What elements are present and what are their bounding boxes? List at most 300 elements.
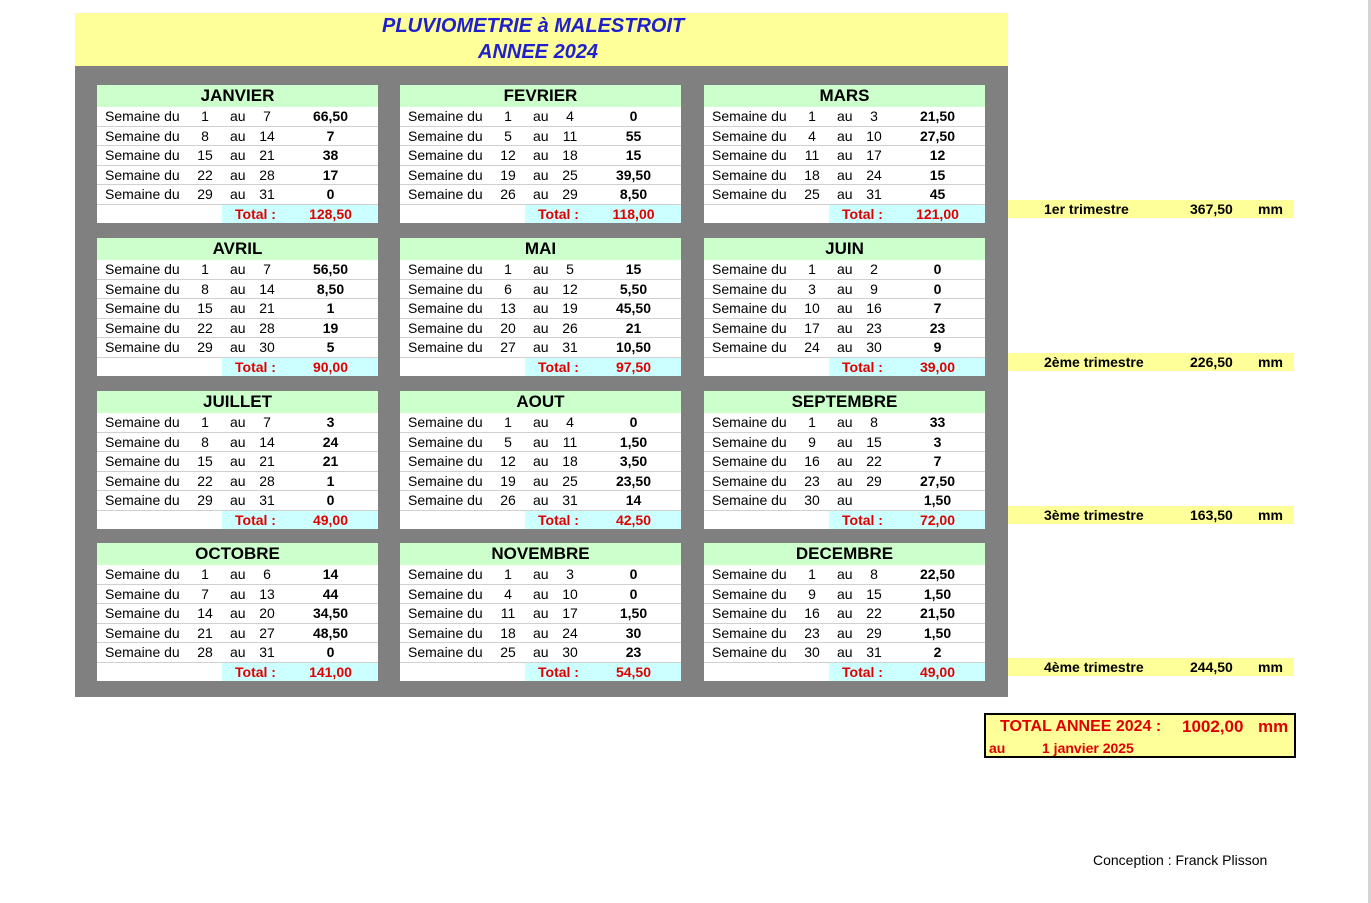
week-label: Semaine du xyxy=(712,433,787,450)
week-rainfall: 19 xyxy=(322,319,339,336)
week-end-day: 22 xyxy=(866,605,882,621)
month-block-septembre xyxy=(704,391,985,529)
week-label: Semaine du xyxy=(712,605,787,621)
week-au-label: au xyxy=(837,472,853,489)
week-rainfall: 23 xyxy=(929,319,946,336)
week-rainfall: 1,50 xyxy=(923,585,952,602)
week-au-label: au xyxy=(533,605,549,621)
week-row xyxy=(704,260,985,280)
week-rainfall: 15 xyxy=(625,261,642,277)
week-start-day: 1 xyxy=(808,414,816,430)
week-au-label: au xyxy=(837,585,853,602)
week-row xyxy=(400,491,681,511)
week-label: Semaine du xyxy=(408,453,483,469)
week-label: Semaine du xyxy=(408,319,483,336)
quarter-summary-1 xyxy=(1008,200,1294,218)
week-au-label: au xyxy=(837,186,853,202)
total-label: Total : xyxy=(842,663,883,680)
quarter-unit: mm xyxy=(1258,201,1283,217)
week-au-label: au xyxy=(230,319,246,336)
week-au-label: au xyxy=(230,186,246,202)
week-au-label: au xyxy=(230,300,246,316)
quarter-label: 4ème trimestre xyxy=(1044,659,1144,675)
week-label: Semaine du xyxy=(105,280,180,297)
total-label: Total : xyxy=(842,358,883,375)
month-name: JUILLET xyxy=(97,391,378,413)
week-au-label: au xyxy=(230,339,246,355)
week-end-day: 24 xyxy=(562,624,578,641)
quarter-value: 367,50 xyxy=(1190,201,1233,217)
week-end-day: 5 xyxy=(566,261,574,277)
week-rainfall: 23 xyxy=(625,644,642,660)
week-end-day: 30 xyxy=(259,339,275,355)
week-end-day: 20 xyxy=(259,605,275,621)
week-start-day: 27 xyxy=(500,339,516,355)
grand-total-unit: mm xyxy=(1258,717,1289,736)
credit-text: Conception : Franck Plisson xyxy=(1093,852,1268,868)
week-rainfall: 1,50 xyxy=(923,492,952,508)
week-label: Semaine du xyxy=(408,108,483,124)
week-start-day: 22 xyxy=(197,319,213,336)
week-start-day: 30 xyxy=(804,644,820,660)
week-start-day: 15 xyxy=(197,453,213,469)
week-row xyxy=(400,565,681,585)
total-label: Total : xyxy=(235,205,276,222)
week-au-label: au xyxy=(533,280,549,297)
week-rainfall: 1,50 xyxy=(619,433,648,450)
week-start-day: 22 xyxy=(197,166,213,183)
week-end-day: 31 xyxy=(259,186,275,202)
week-au-label: au xyxy=(230,261,246,277)
week-label: Semaine du xyxy=(105,108,180,124)
week-start-day: 29 xyxy=(197,492,213,508)
week-au-label: au xyxy=(230,127,246,144)
week-row xyxy=(704,299,985,319)
week-label: Semaine du xyxy=(408,166,483,183)
week-rainfall: 0 xyxy=(629,585,638,602)
week-au-label: au xyxy=(837,492,853,508)
week-end-day: 2 xyxy=(870,261,878,277)
week-end-day: 12 xyxy=(562,280,578,297)
week-au-label: au xyxy=(533,300,549,316)
week-au-label: au xyxy=(533,147,549,163)
week-start-day: 1 xyxy=(808,566,816,582)
week-rainfall: 7 xyxy=(933,300,942,316)
week-row xyxy=(704,127,985,147)
quarter-value: 163,50 xyxy=(1190,507,1233,523)
week-row xyxy=(97,280,378,300)
week-end-day: 7 xyxy=(263,414,271,430)
month-total-row xyxy=(704,358,985,376)
week-au-label: au xyxy=(837,166,853,183)
week-end-day: 31 xyxy=(562,492,578,508)
week-label: Semaine du xyxy=(105,147,180,163)
total-label: Total : xyxy=(538,358,579,375)
week-end-day: 28 xyxy=(259,319,275,336)
week-row xyxy=(400,166,681,186)
week-row xyxy=(704,185,985,205)
week-start-day: 1 xyxy=(504,261,512,277)
week-au-label: au xyxy=(837,280,853,297)
week-label: Semaine du xyxy=(105,127,180,144)
month-block-fevrier xyxy=(400,85,681,223)
month-block-janvier xyxy=(97,85,378,223)
grand-total-au: au xyxy=(989,740,1006,756)
week-start-day: 19 xyxy=(500,166,516,183)
month-block-avril xyxy=(97,238,378,376)
week-row xyxy=(97,624,378,644)
month-total-row xyxy=(97,511,378,529)
week-label: Semaine du xyxy=(105,492,180,508)
week-au-label: au xyxy=(230,605,246,621)
week-au-label: au xyxy=(533,585,549,602)
week-end-day: 17 xyxy=(866,147,882,163)
week-row xyxy=(704,166,985,186)
week-end-day: 7 xyxy=(263,261,271,277)
week-au-label: au xyxy=(533,566,549,582)
week-row xyxy=(400,585,681,605)
week-au-label: au xyxy=(230,433,246,450)
quarter-summary-2 xyxy=(1008,353,1294,371)
week-au-label: au xyxy=(533,339,549,355)
month-total-row xyxy=(400,511,681,529)
week-row xyxy=(97,146,378,166)
week-label: Semaine du xyxy=(712,147,787,163)
month-total-value: 128,50 xyxy=(309,205,352,222)
week-end-day: 15 xyxy=(866,433,882,450)
week-rainfall: 12 xyxy=(929,147,946,163)
week-start-day: 6 xyxy=(504,280,512,297)
week-rainfall: 0 xyxy=(629,414,638,430)
week-au-label: au xyxy=(837,127,853,144)
month-total-row xyxy=(704,663,985,681)
week-start-day: 1 xyxy=(504,566,512,582)
week-start-day: 4 xyxy=(808,127,816,144)
month-total-value: 141,00 xyxy=(309,663,352,680)
week-row xyxy=(400,319,681,339)
week-rainfall: 14 xyxy=(625,492,642,508)
week-au-label: au xyxy=(837,605,853,621)
total-label: Total : xyxy=(538,663,579,680)
week-rainfall: 7 xyxy=(326,127,335,144)
week-start-day: 15 xyxy=(197,300,213,316)
week-row xyxy=(97,185,378,205)
total-label: Total : xyxy=(235,663,276,680)
week-au-label: au xyxy=(230,624,246,641)
week-row xyxy=(704,643,985,663)
week-row xyxy=(97,585,378,605)
week-label: Semaine du xyxy=(105,624,180,641)
week-start-day: 21 xyxy=(197,624,213,641)
week-start-day: 8 xyxy=(201,280,209,297)
week-end-day: 22 xyxy=(866,453,882,469)
week-end-day: 18 xyxy=(562,147,578,163)
quarter-summary-4 xyxy=(1008,658,1294,676)
week-end-day: 3 xyxy=(870,108,878,124)
month-block-juin xyxy=(704,238,985,376)
week-label: Semaine du xyxy=(712,453,787,469)
week-start-day: 29 xyxy=(197,339,213,355)
week-label: Semaine du xyxy=(408,280,483,297)
week-rainfall: 21,50 xyxy=(919,605,956,621)
week-rainfall: 56,50 xyxy=(312,261,349,277)
week-end-day: 28 xyxy=(259,166,275,183)
week-row xyxy=(400,299,681,319)
week-rainfall: 0 xyxy=(629,108,638,124)
week-label: Semaine du xyxy=(105,339,180,355)
week-rainfall: 24 xyxy=(322,433,339,450)
week-label: Semaine du xyxy=(712,472,787,489)
week-label: Semaine du xyxy=(105,566,180,582)
week-row xyxy=(704,280,985,300)
week-row xyxy=(97,299,378,319)
week-au-label: au xyxy=(837,566,853,582)
month-block-juillet xyxy=(97,391,378,529)
week-rainfall: 9 xyxy=(933,339,942,355)
month-name: JANVIER xyxy=(97,85,378,107)
week-row xyxy=(97,107,378,127)
week-au-label: au xyxy=(533,453,549,469)
week-start-day: 1 xyxy=(201,261,209,277)
week-rainfall: 0 xyxy=(326,492,335,508)
week-row xyxy=(704,624,985,644)
week-rainfall: 44 xyxy=(322,585,339,602)
week-label: Semaine du xyxy=(712,339,787,355)
week-start-day: 5 xyxy=(504,433,512,450)
month-name: FEVRIER xyxy=(400,85,681,107)
month-total-value: 49,00 xyxy=(312,511,349,528)
week-row xyxy=(400,604,681,624)
week-end-day: 11 xyxy=(562,433,578,450)
month-total-value: 90,00 xyxy=(312,358,349,375)
week-end-day: 16 xyxy=(866,300,882,316)
week-row xyxy=(704,604,985,624)
month-name: AVRIL xyxy=(97,238,378,260)
week-au-label: au xyxy=(230,108,246,124)
week-end-day: 31 xyxy=(259,492,275,508)
week-row xyxy=(400,338,681,358)
week-row xyxy=(704,413,985,433)
week-end-day: 21 xyxy=(259,300,275,316)
week-start-day: 1 xyxy=(808,261,816,277)
month-total-row xyxy=(704,511,985,529)
title-banner xyxy=(75,13,1008,66)
month-block-mars xyxy=(704,85,985,223)
week-label: Semaine du xyxy=(408,492,483,508)
week-row xyxy=(704,491,985,511)
grand-total-date: 1 janvier 2025 xyxy=(1042,740,1134,756)
week-row xyxy=(97,166,378,186)
week-row xyxy=(704,452,985,472)
week-row xyxy=(97,319,378,339)
month-name: MARS xyxy=(704,85,985,107)
week-au-label: au xyxy=(533,414,549,430)
week-rainfall: 0 xyxy=(326,644,335,660)
week-row xyxy=(400,472,681,492)
quarter-unit: mm xyxy=(1258,659,1283,675)
week-rainfall: 0 xyxy=(326,186,335,202)
week-label: Semaine du xyxy=(408,644,483,660)
month-total-row xyxy=(400,663,681,681)
week-rainfall: 27,50 xyxy=(919,127,956,144)
week-end-day: 25 xyxy=(562,472,578,489)
week-label: Semaine du xyxy=(408,585,483,602)
week-rainfall: 48,50 xyxy=(312,624,349,641)
grand-total-box xyxy=(984,713,1296,758)
week-row xyxy=(400,624,681,644)
week-row xyxy=(704,107,985,127)
week-au-label: au xyxy=(837,453,853,469)
quarter-value: 226,50 xyxy=(1190,354,1233,370)
grand-total-value: 1002,00 xyxy=(1182,717,1244,736)
week-label: Semaine du xyxy=(712,261,787,277)
week-label: Semaine du xyxy=(105,186,180,202)
week-start-day: 3 xyxy=(808,280,816,297)
week-au-label: au xyxy=(533,166,549,183)
week-rainfall: 17 xyxy=(322,166,339,183)
week-rainfall: 5 xyxy=(326,339,335,355)
week-end-day: 29 xyxy=(866,472,882,489)
week-end-day: 26 xyxy=(562,319,578,336)
week-end-day: 14 xyxy=(259,433,275,450)
week-label: Semaine du xyxy=(408,433,483,450)
month-block-octobre xyxy=(97,543,378,681)
week-row xyxy=(400,280,681,300)
week-au-label: au xyxy=(533,319,549,336)
week-au-label: au xyxy=(533,127,549,144)
month-block-decembre xyxy=(704,543,985,681)
week-row xyxy=(97,127,378,147)
week-start-day: 13 xyxy=(500,300,516,316)
week-start-day: 16 xyxy=(804,605,820,621)
week-au-label: au xyxy=(230,585,246,602)
month-total-row xyxy=(97,358,378,376)
week-au-label: au xyxy=(837,108,853,124)
week-end-day: 31 xyxy=(259,644,275,660)
week-label: Semaine du xyxy=(712,492,787,508)
week-au-label: au xyxy=(533,472,549,489)
week-rainfall: 30 xyxy=(625,624,642,641)
week-rainfall: 3 xyxy=(933,433,942,450)
month-name: JUIN xyxy=(704,238,985,260)
week-row xyxy=(704,319,985,339)
week-rainfall: 21 xyxy=(625,319,642,336)
total-label: Total : xyxy=(235,358,276,375)
week-rainfall: 1,50 xyxy=(923,624,952,641)
week-start-day: 12 xyxy=(500,453,516,469)
week-label: Semaine du xyxy=(408,127,483,144)
month-total-row xyxy=(97,663,378,681)
week-start-day: 23 xyxy=(804,624,820,641)
month-block-aout xyxy=(400,391,681,529)
week-row xyxy=(704,146,985,166)
week-start-day: 7 xyxy=(201,585,209,602)
week-row xyxy=(400,127,681,147)
week-row xyxy=(704,585,985,605)
month-name: SEPTEMBRE xyxy=(704,391,985,413)
month-total-row xyxy=(704,205,985,223)
week-end-day: 15 xyxy=(866,585,882,602)
week-row xyxy=(400,146,681,166)
week-label: Semaine du xyxy=(408,186,483,202)
month-total-value: 121,00 xyxy=(916,205,959,222)
week-end-day: 29 xyxy=(562,186,578,202)
total-label: Total : xyxy=(842,511,883,528)
month-name: MAI xyxy=(400,238,681,260)
week-end-day: 13 xyxy=(259,585,275,602)
month-total-value: 54,50 xyxy=(615,663,652,680)
week-start-day: 1 xyxy=(808,108,816,124)
week-row xyxy=(97,604,378,624)
week-label: Semaine du xyxy=(408,261,483,277)
week-rainfall: 0 xyxy=(933,280,942,297)
week-start-day: 18 xyxy=(804,166,820,183)
week-row xyxy=(400,185,681,205)
week-rainfall: 3,50 xyxy=(619,453,648,469)
week-rainfall: 10,50 xyxy=(615,339,652,355)
week-au-label: au xyxy=(230,166,246,183)
total-label: Total : xyxy=(235,511,276,528)
week-end-day: 30 xyxy=(866,339,882,355)
week-label: Semaine du xyxy=(712,585,787,602)
week-label: Semaine du xyxy=(105,319,180,336)
week-au-label: au xyxy=(837,261,853,277)
week-row xyxy=(97,452,378,472)
week-end-day: 21 xyxy=(259,147,275,163)
week-label: Semaine du xyxy=(105,166,180,183)
month-total-value: 42,50 xyxy=(615,511,652,528)
week-start-day: 30 xyxy=(804,492,820,508)
week-rainfall: 23,50 xyxy=(615,472,652,489)
month-name: DECEMBRE xyxy=(704,543,985,565)
week-start-day: 19 xyxy=(500,472,516,489)
week-start-day: 1 xyxy=(201,566,209,582)
week-start-day: 14 xyxy=(197,605,213,621)
week-label: Semaine du xyxy=(408,414,483,430)
week-row xyxy=(704,433,985,453)
week-rainfall: 8,50 xyxy=(316,280,345,297)
week-row xyxy=(97,260,378,280)
week-start-day: 26 xyxy=(500,492,516,508)
week-au-label: au xyxy=(230,414,246,430)
week-label: Semaine du xyxy=(105,300,180,316)
week-label: Semaine du xyxy=(408,624,483,641)
week-label: Semaine du xyxy=(712,166,787,183)
week-start-day: 11 xyxy=(804,147,820,163)
week-au-label: au xyxy=(837,414,853,430)
week-start-day: 28 xyxy=(197,644,213,660)
week-label: Semaine du xyxy=(408,566,483,582)
month-total-value: 118,00 xyxy=(612,205,655,222)
week-end-day: 14 xyxy=(259,127,275,144)
week-label: Semaine du xyxy=(105,433,180,450)
week-au-label: au xyxy=(533,644,549,660)
week-au-label: au xyxy=(230,566,246,582)
quarter-value: 244,50 xyxy=(1190,659,1233,675)
week-start-day: 22 xyxy=(197,472,213,489)
week-au-label: au xyxy=(533,433,549,450)
quarter-label: 2ème trimestre xyxy=(1044,354,1144,370)
month-total-row xyxy=(400,205,681,223)
week-start-day: 11 xyxy=(500,605,516,621)
week-start-day: 23 xyxy=(804,472,820,489)
week-rainfall: 7 xyxy=(933,453,942,469)
week-row xyxy=(97,643,378,663)
total-label: Total : xyxy=(538,511,579,528)
week-end-day: 3 xyxy=(566,566,574,582)
week-au-label: au xyxy=(837,300,853,316)
week-label: Semaine du xyxy=(408,300,483,316)
